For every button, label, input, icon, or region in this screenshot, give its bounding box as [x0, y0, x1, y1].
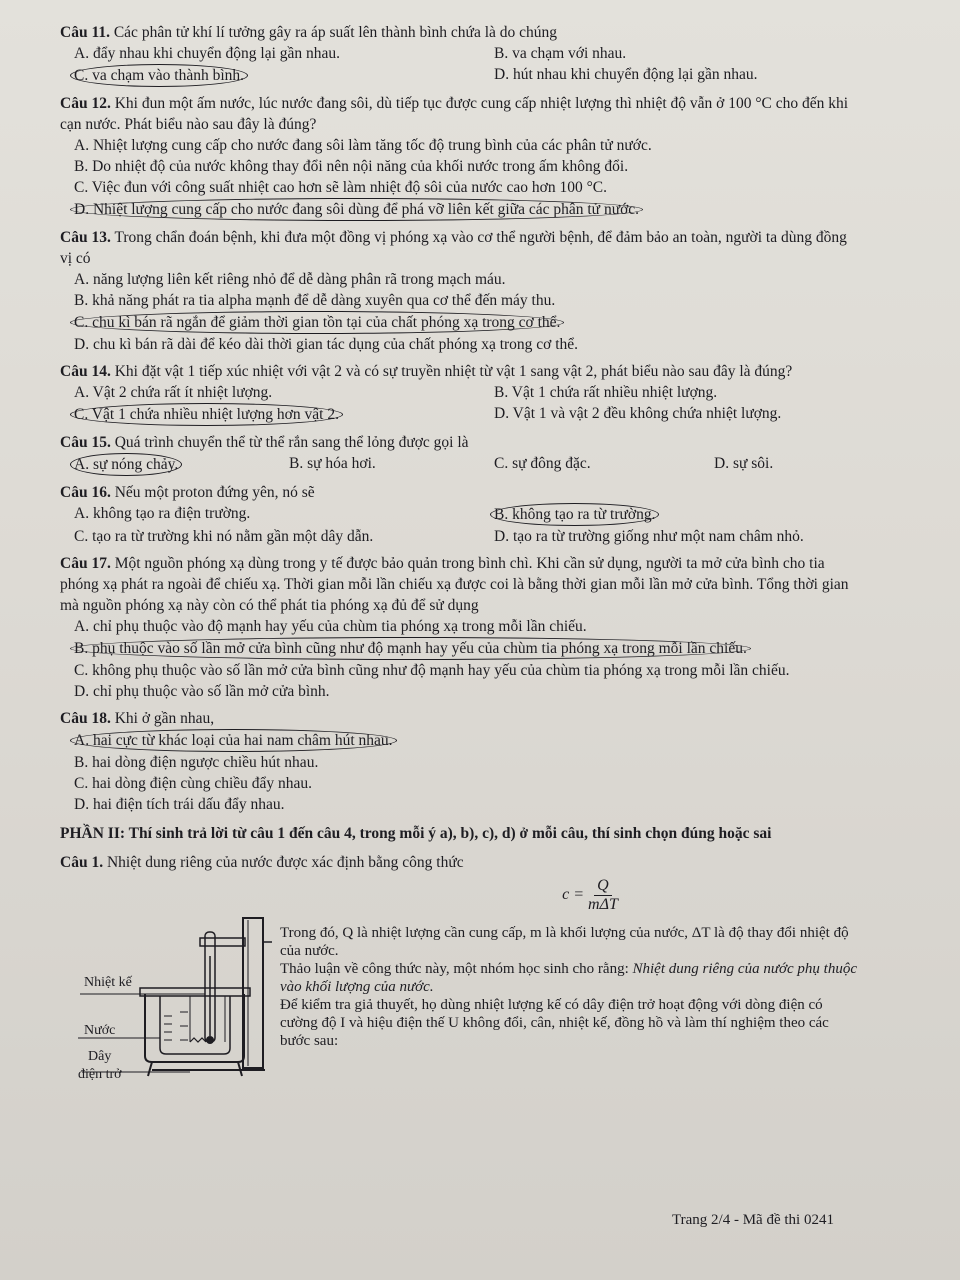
option-text: D. Nhiệt lượng cung cấp cho nước đang sôi dùng để phá vỡ liên kết giữa các phân tử nước.: [74, 201, 640, 218]
answer-circle: [490, 503, 659, 526]
question-label: Câu 15.: [60, 434, 111, 451]
option-text: C. chu kì bán rã ngắn để giảm thời gian tồn tại của chất phóng xạ trong cơ thể.: [74, 314, 561, 331]
paragraph-3: Để kiểm tra giả thuyết, họ dùng nhiệt lượng kế có dây điện trở hoạt động với dòng điện có cường độ I và hiệu điện thế U không đổi, cân, nhiệt kế, đồng hồ và làm thí nghiệm theo các bước sau:: [280, 997, 829, 1049]
option-b: [494, 503, 874, 526]
question-label: Câu 14.: [60, 363, 111, 380]
question-16: [60, 482, 860, 547]
option-b: B. va chạm với nhau.: [494, 45, 627, 62]
option-d: D. hai điện tích trái dấu đẩy nhau.: [74, 796, 285, 813]
question-12: [60, 93, 860, 221]
formula-denominator: mΔT: [588, 896, 618, 913]
paragraph-2-lead: Thảo luận về công thức này, một nhóm học sinh cho rằng:: [280, 961, 633, 977]
label-water: Nước: [84, 1023, 116, 1038]
paragraph-2: [280, 960, 860, 996]
formula-numerator: Q: [594, 877, 612, 896]
question-label: Câu 1.: [60, 854, 104, 871]
formula-fraction: [588, 877, 618, 914]
option-d: D. hút nhau khi chuyển động lại gần nhau.: [494, 66, 758, 83]
figure-description: [280, 916, 860, 1086]
option-a: A. chỉ phụ thuộc vào độ mạnh hay yếu của chùm tia phóng xạ trong mỗi lần chiếu.: [74, 618, 587, 635]
formula: [320, 877, 860, 914]
option-d: [60, 198, 860, 221]
question-text: Khi đặt vật 1 tiếp xúc nhiệt với vật 2 và có sự truyền nhiệt từ vật 1 sang vật 2, phát biểu nào sau đây là đúng?: [114, 363, 793, 380]
page-footer: Trang 2/4 - Mã đề thi 0241: [672, 1212, 834, 1228]
option-text: B. không tạo ra từ trường.: [494, 506, 656, 523]
answer-circle: [70, 311, 564, 334]
option-b: B. Do nhiệt độ của nước không thay đổi nên nội năng của khối nước trong ấm không đổi.: [74, 158, 629, 175]
question-label: Câu 12.: [60, 95, 111, 112]
question-text: Khi đun một ấm nước, lúc nước đang sôi, dù tiếp tục được cung cấp nhiệt lượng thì nhiệt độ vẫn ở 100 °C cho đến khi cạn nước. Phát biểu nào sau đây là đúng?: [60, 95, 849, 133]
question-18: [60, 708, 860, 815]
question-label: Câu 17.: [60, 555, 111, 572]
option-a: A. Vật 2 chứa rất ít nhiệt lượng.: [74, 384, 273, 401]
option-c: [74, 403, 494, 426]
calorimeter-figure: [60, 916, 280, 1086]
question-label: Câu 18.: [60, 710, 111, 727]
option-a: [74, 453, 289, 476]
question-text: Nhiệt dung riêng của nước được xác định bằng công thức: [106, 854, 464, 871]
label-wire-1: Dây: [88, 1049, 112, 1064]
part2-question-1: [60, 852, 860, 873]
option-text: A. hai cực từ khác loại của hai nam châm hút nhau.: [74, 732, 393, 749]
option-text: C. Vật 1 chứa nhiều nhiệt lượng hơn vật 2.: [74, 406, 339, 423]
question-text: Các phân tử khí lí tưởng gây ra áp suất lên thành bình chứa là do chúng: [113, 24, 558, 41]
question-15: [60, 432, 860, 476]
question-text: Khi ở gần nhau,: [114, 710, 215, 727]
option-d: D. sự sôi.: [714, 455, 774, 472]
option-d: D. Vật 1 và vật 2 đều không chứa nhiệt lượng.: [494, 405, 782, 422]
option-d: D. tạo ra từ trường giống như một nam châm nhỏ.: [494, 528, 804, 545]
question-14: [60, 361, 860, 426]
option-b: B. khả năng phát ra tia alpha mạnh để dễ dàng xuyên qua cơ thể đến máy thu.: [74, 292, 556, 309]
figure-row: [60, 916, 860, 1086]
option-c: C. tạo ra từ trường khi nó nằm gần một dây dẫn.: [74, 528, 374, 545]
option-b: B. sự hóa hơi.: [289, 455, 376, 472]
option-b: B. Vật 1 chứa rất nhiều nhiệt lượng.: [494, 384, 718, 401]
answer-circle: [70, 198, 643, 221]
option-a: [60, 729, 860, 752]
question-label: Câu 11.: [60, 24, 110, 41]
option-a: A. Nhiệt lượng cung cấp cho nước đang sôi làm tăng tốc độ trung bình của các phân tử nước.: [74, 137, 652, 154]
option-b: B. hai dòng điện ngược chiều hút nhau.: [74, 754, 319, 771]
question-text: Quá trình chuyển thể từ thể rắn sang thể lỏng được gọi là: [114, 434, 469, 451]
answer-circle: [70, 64, 248, 87]
option-a: A. đẩy nhau khi chuyển động lại gần nhau.: [74, 45, 341, 62]
question-text: Nếu một proton đứng yên, nó sẽ: [114, 484, 315, 501]
label-thermometer: Nhiệt kế: [84, 975, 132, 990]
question-11: [60, 22, 860, 87]
hypothesis-text: Nhiệt dung riêng của nước phụ thuộc vào khối lượng của nước.: [280, 961, 857, 995]
question-label: Câu 13.: [60, 229, 111, 246]
answer-circle: [70, 637, 751, 660]
option-c: [60, 311, 860, 334]
option-d: D. chỉ phụ thuộc vào số lần mở cửa bình.: [74, 683, 330, 700]
option-a: A. năng lượng liên kết riêng nhỏ để dễ dàng phân rã trong mạch máu.: [74, 271, 506, 288]
exam-content: [60, 22, 860, 1086]
question-text: Một nguồn phóng xạ dùng trong y tế được bảo quản trong bình chì. Khi cần sử dụng, người ta mở cửa bình cho tia phóng xạ phát ra ngoài để chiếu xạ. Thời gian mỗi lần chiếu xạ được coi là bằng thời gian mỗi lần mở cửa bình. Tổng thời gian mà nguồn phóng xạ này còn có thể phát tia phóng xạ đủ để sử dụng: [60, 555, 849, 614]
label-wire-2: điện trở: [78, 1067, 122, 1082]
paragraph-1: Trong đó, Q là nhiệt lượng cần cung cấp, m là khối lượng của nước, ΔT là độ thay đổi nhiệt độ của nước.: [280, 925, 849, 959]
question-text: Trong chẩn đoán bệnh, khi đưa một đồng vị phóng xạ vào cơ thể người bệnh, để đảm bảo an toàn, người ta dùng đồng vị có: [60, 229, 847, 267]
question-13: [60, 227, 860, 355]
answer-circle: [70, 729, 397, 752]
formula-lhs: c =: [562, 886, 585, 904]
question-17: [60, 553, 860, 702]
option-c: [74, 64, 494, 87]
option-text: C. va chạm vào thành bình.: [74, 67, 245, 84]
option-c: C. không phụ thuộc vào số lần mở cửa bình cũng như độ mạnh hay yếu của chùm tia phóng xạ trong mỗi lần chiếu.: [74, 662, 790, 679]
part-2-heading: PHẦN II: Thí sinh trả lời từ câu 1 đến câu 4, trong mỗi ý a), b), c), d) ở mỗi câu, thí sinh chọn đúng hoặc sai: [60, 825, 772, 842]
option-c: C. sự đông đặc.: [494, 455, 591, 472]
option-text: A. sự nóng chảy.: [74, 456, 179, 473]
option-c: C. hai dòng điện cùng chiều đẩy nhau.: [74, 775, 313, 792]
option-b: [60, 637, 860, 660]
question-label: Câu 16.: [60, 484, 111, 501]
calorimeter-diagram: [60, 916, 280, 1086]
option-text: B. phụ thuộc vào số lần mở cửa bình cũng như độ mạnh hay yếu của chùm tia phóng xạ trong mỗi lần chiếu.: [74, 640, 747, 657]
answer-circle: [70, 403, 343, 426]
answer-circle: [70, 453, 182, 476]
option-d: D. chu kì bán rã dài để kéo dài thời gian tác dụng của chất phóng xạ trong cơ thể.: [74, 336, 579, 353]
option-a: A. không tạo ra điện trường.: [74, 505, 251, 522]
option-c: C. Việc đun với công suất nhiệt cao hơn sẽ làm nhiệt độ sôi của nước cao hơn 100 °C.: [74, 179, 608, 196]
